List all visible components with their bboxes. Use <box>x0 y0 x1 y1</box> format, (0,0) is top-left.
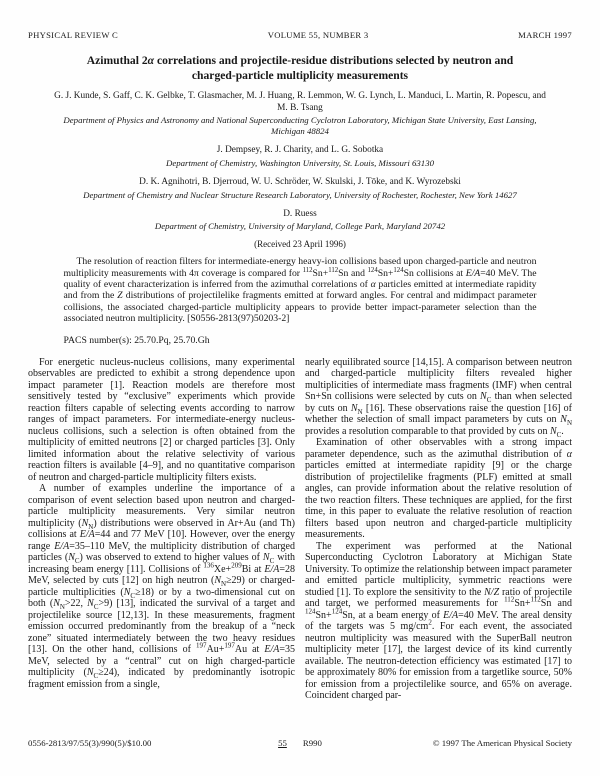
journal-name: PHYSICAL REVIEW C <box>28 30 119 40</box>
journal-header <box>28 30 572 40</box>
author-affiliation: Department of Chemistry, Washington University, St. Louis, Missouri 63130 <box>166 157 434 168</box>
author-group-rochester <box>28 177 572 201</box>
column-left <box>28 357 295 702</box>
body-columns <box>28 357 572 702</box>
footer-page-number: R990 <box>302 738 322 748</box>
footer-document-code: 0556-2813/97/55(3)/990(5)/$10.00 <box>28 738 152 748</box>
column-right <box>305 357 572 702</box>
paragraph: For energetic nucleus-nucleus collisions, many experimental observables are predicted to exhibit a strong dependence upon impact parameter [1]. Reaction models are therefore most sensitively tested by “exclusive” experiments which provide reaction filters capable of selecting events according to narrow ranges of impact parameters. For intermediate-energy nucleus-nucleus collisions, such a selection is often obtained from the multiplicity of emitted neutrons [2] or charged particles [3]. Only limited information about the relative selectivity of various reaction filters is available [4–9], and no quantitative comparison of neutron and charged-particle multiplicity filters exists. <box>28 356 295 483</box>
pacs-line: PACS number(s): 25.70.Pq, 25.70.Gh <box>63 334 210 346</box>
author-names: D. Ruess <box>283 208 317 219</box>
author-group-maryland <box>28 209 572 233</box>
journal-date: MARCH 1997 <box>518 30 572 40</box>
received-date: (Received 23 April 1996) <box>254 239 346 250</box>
paragraph: Examination of other observables with a strong impact parameter dependence, such as the azimuthal distribution of α particles emitted at intermediate rapidity [9] or the charge distribution of projectilelike fragments (PLF) emitted at small angles, can provide information about the relative resolution of the two reaction filters. These techniques are applied, for the first time, in this paper to evaluate the relative resolution of reaction filters based upon neutron and charged-particle multiplicity measurements. <box>305 437 572 541</box>
author-affiliation: Department of Physics and Astronomy and National Superconducting Cyclotron Laboratory, Michigan State University, East Lansing, Michigan 48824 <box>63 115 537 137</box>
author-names: J. Dempsey, R. J. Charity, and L. G. Sobotka <box>216 145 384 156</box>
author-group-washington <box>28 145 572 169</box>
footer-copyright: © 1997 The American Physical Society <box>432 738 572 748</box>
paragraph: A number of examples underline the importance of a comparison of event selection based upon neutron and charged-particle multiplicity measurements. Very similar neutron multiplicity $(N_N)$ distributions were observed in Ar+Au (and Th) collisions at E/A=44 and 77 MeV [10]. However, over the energy range E/A=35–110 MeV, the multiplicity distribution of charged particles $(N_C)$ was observed to extend to higher values of $N_C$ with increasing beam energy [11]. Collisions of $^{136}$Xe+$^{209}$Bi at E/A=28 MeV, selected by cuts [12] on high neutron $(N_N\ge 29)$ or charged-particle multiplicities $(N_C\ge 18)$ or by a two-dimensional cut on both ($N_N>22$, $N_C>9$) [13], indicated the survival of a target and projectilelike source [12,13]. In these measurements, fragment emission occurred predominantly from the breakup of a “neck zone” situated intermediately between the two heavy residues [13]. On the other hand, collisions of $^{197}$Au+$^{197}$Au at E/A=35 MeV, selected by a “central” cut on high charged-particle multiplicity $(N_C\ge 24)$, indicated by predominantly isotropic fragment emission from a single, <box>28 483 296 690</box>
paragraph: nearly equilibrated source [14,15]. A comparison between neutron and charged-particle multiplicity filters revealed higher multiplicities of intermediate mass fragments (IMF) when central Sn+Sn collisions were selected by cuts on $N_C$ than when selected by cuts on $N_N$ [16]. These observations raise the question [16] of whether the selection of small impact parameters by cuts on $N_N$ provides a resolution comparable to that provided by cuts on $N_C$. <box>305 356 573 439</box>
author-affiliation: Department of Chemistry and Nuclear Structure Research Laboratory, University of Rochester, Rochester, New York 14627 <box>83 189 517 200</box>
footer-volume: 55 <box>278 738 287 748</box>
author-names: D. K. Agnihotri, B. Djerroud, W. U. Schröder, W. Skulski, J. Tōke, and K. Wyrozebski <box>139 176 461 187</box>
author-group-msu <box>28 91 572 137</box>
author-affiliation: Department of Chemistry, University of Maryland, College Park, Maryland 20742 <box>154 221 446 232</box>
paragraph: The experiment was performed at the National Superconducting Cyclotron Laboratory at Michigan State University. To optimize the relationship between impact parameter and emitted particle multiplicity, symmetric reactions were studied [1]. To explore the sensitivity to the N/Z ratio of projectile and target, we performed measurements for $^{112}$Sn+$^{112}$Sn and $^{124}$Sn+$^{124}$Sn, at a beam energy of E/A=40 MeV. The areal density of the targets was 5 $mg/cm^2$. For each event, the associated neutron multiplicity was measured with the SuperBall neutron multiplicity meter [17], the largest device of its kind currently available. The neutron-detection efficiency was estimated [17] to be approximately 80% for emission from a targetlike source, 50% for emission from a projectilelike source, and 65% on average. Coincident charged par- <box>305 540 573 702</box>
journal-volume-number: VOLUME 55, NUMBER 3 <box>267 30 369 40</box>
author-names: G. J. Kunde, S. Gaff, C. K. Gelbke, T. Glasmacher, M. J. Huang, R. Lemmon, W. G. Lynch, L. Manduci, L. Martin, R. Popescu, and M. B. Tsang <box>54 91 546 113</box>
abstract: The resolution of reaction filters for intermediate-energy heavy-ion collisions based upon charged-particle and neutron multiplicity measurements with 4π coverage is compared for $^{112}$Sn+$^{112}$Sn and $^{124}$Sn+$^{124}$Sn collisions at E/A=40 MeV. The quality of event characterization is inferred from the azimuthal correlations of α particles emitted at intermediate rapidity and from the Z distributions of projectilelike fragments emitted at forward angles. For central and midimpact parameter collisions, the associated charged-particle multiplicity appears to provide better impact-parameter selection than the associated neutron multiplicity. [S0556-2813(97)50203-2] <box>63 256 537 325</box>
page-footer <box>28 738 572 748</box>
paper-title: Azimuthal 2α correlations and projectile-residue distributions selected by neutron and charged-particle multiplicity measurements <box>86 54 514 83</box>
footer-center <box>278 738 322 748</box>
